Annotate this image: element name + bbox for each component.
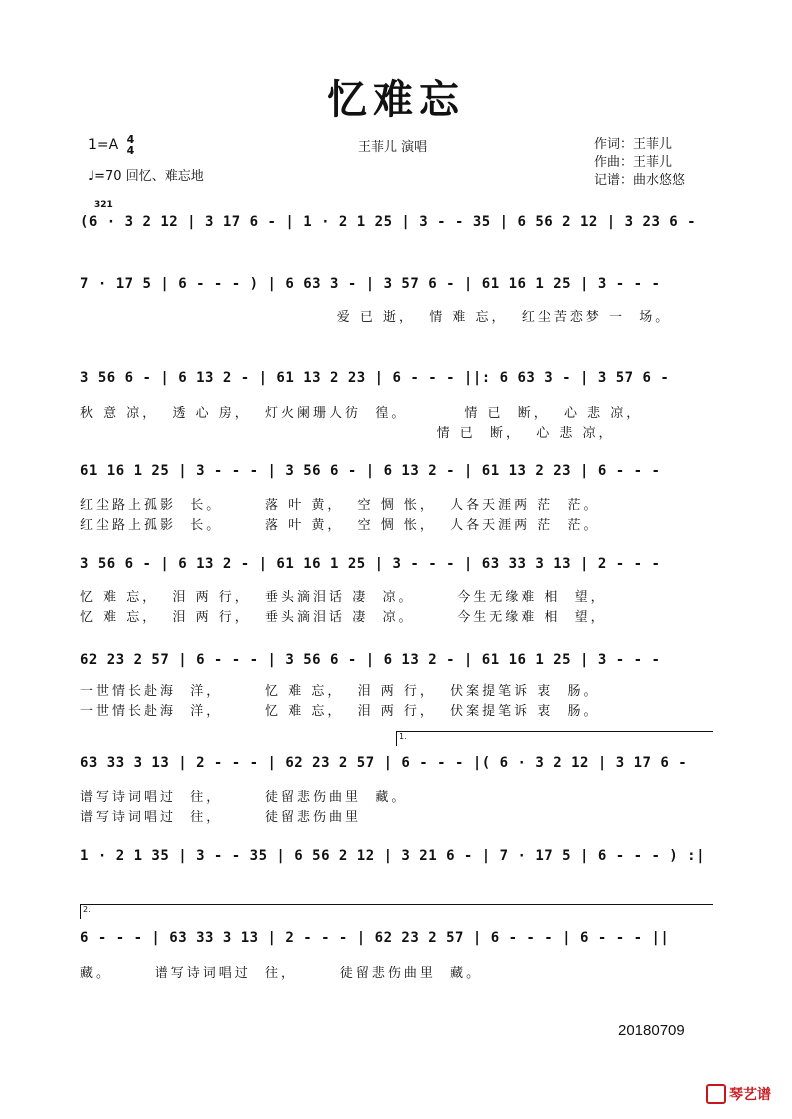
score-row-9 — [80, 930, 714, 960]
lyric-line: 一世情长赴海 洋， 忆 难 忘， 泪 两 行， 伏案提笔诉 衷 肠。 — [80, 684, 600, 699]
score-row-6 — [80, 652, 714, 682]
volta-1-bracket: 1. — [396, 731, 713, 746]
tempo-marking: ♩=70 回忆、难忘地 — [88, 169, 204, 184]
row-notes: (6 · 3 2 12 | 3 17 6 - | 1 · 2 1 25 | 3 - - 35 | 6 56 2 12 | 3 23 6 - — [80, 214, 697, 230]
row-notes: 7 · 17 5 | 6 - - - ) | 6 63 3 - | 3 57 6 - | 61 16 1 25 | 3 - - - — [80, 276, 661, 292]
lyric-line: 情 已 断， 心 悲 凉， — [80, 426, 615, 441]
row-notes: 1 · 2 1 35 | 3 - - 35 | 6 56 2 12 | 3 21 6 - | 7 · 17 5 | 6 - - - ) :| — [80, 848, 706, 864]
lyric-line: 谱写诗词唱过 往， 徒留悲伤曲里 藏。 — [80, 790, 408, 805]
song-title: 忆难忘 — [327, 76, 465, 123]
credits-block — [594, 136, 685, 190]
key-signature — [88, 134, 134, 156]
score-row-4 — [80, 463, 714, 493]
time-signature — [127, 134, 135, 156]
row-notes: 63 33 3 13 | 2 - - - | 62 23 2 57 | 6 - - - |( 6 · 3 2 12 | 3 17 6 - — [80, 755, 688, 771]
lyric-line: 爱 已 逝， 情 难 忘， 红尘苦恋梦 一 场。 — [80, 310, 672, 325]
row-notes: 61 16 1 25 | 3 - - - | 3 56 6 - | 6 13 2 - | 61 13 2 23 | 6 - - - — [80, 463, 661, 479]
date-stamp: 20180709 — [618, 1022, 685, 1039]
singer-credit: 王菲儿 演唱 — [358, 140, 428, 155]
score-row-7 — [80, 755, 714, 785]
site-logo — [706, 1084, 771, 1104]
row-notes: 62 23 2 57 | 6 - - - | 3 56 6 - | 6 13 2 - | 61 16 1 25 | 3 - - - — [80, 652, 661, 668]
time-sig-bottom: 4 — [126, 144, 135, 157]
logo-icon — [706, 1084, 726, 1104]
key-label: 1=A — [88, 137, 119, 153]
lyric-line: 秋 意 凉， 透 心 房， 灯火阑珊人彷 徨。 情 已 断， 心 悲 凉， — [80, 406, 643, 421]
transcriber-credit: 记谱：曲水悠悠 — [594, 173, 686, 188]
volta-2-bracket: 2. — [80, 904, 713, 919]
time-sig-top: 4 — [126, 133, 135, 146]
row-notes: 3 56 6 - | 6 13 2 - | 61 16 1 25 | 3 - - - | 63 33 3 13 | 2 - - - — [80, 556, 661, 572]
score-row-3 — [80, 370, 714, 400]
site-logo-text: 琴艺谱 — [729, 1087, 771, 1103]
composer-credit: 作曲：王菲儿 — [594, 155, 673, 170]
lyric-line: 忆 难 忘， 泪 两 行， 垂头滴泪话 凄 凉。 今生无缘难 相 望， — [80, 590, 607, 605]
lyric-line: 忆 难 忘， 泪 两 行， 垂头滴泪话 凄 凉。 今生无缘难 相 望， — [80, 610, 607, 625]
lyric-line: 红尘路上孤影 长。 落 叶 黄， 空 惆 怅， 人各天涯两 茫 茫。 — [80, 518, 600, 533]
intro-repeat-marker: 321 — [94, 200, 113, 210]
score-row-8 — [80, 848, 714, 878]
row-notes: 3 56 6 - | 6 13 2 - | 61 13 2 23 | 6 - - - ||: 6 63 3 - | 3 57 6 - — [80, 370, 670, 386]
row-notes: 6 - - - | 63 33 3 13 | 2 - - - | 62 23 2 57 | 6 - - - | 6 - - - || — [80, 930, 670, 946]
lyric-line: 一世情长赴海 洋， 忆 难 忘， 泪 两 行， 伏案提笔诉 衷 肠。 — [80, 704, 600, 719]
lyric-line: 藏。 谱写诗词唱过 往， 徒留悲伤曲里 藏。 — [80, 966, 483, 981]
score-row-1 — [80, 214, 714, 244]
lyric-line: 红尘路上孤影 长。 落 叶 黄， 空 惆 怅， 人各天涯两 茫 茫。 — [80, 498, 600, 513]
lyricist-credit: 作词：王菲儿 — [594, 137, 673, 152]
lyric-line: 谱写诗词唱过 往， 徒留悲伤曲里 — [80, 810, 362, 825]
score-row-5 — [80, 556, 714, 586]
score-row-2 — [80, 276, 714, 306]
